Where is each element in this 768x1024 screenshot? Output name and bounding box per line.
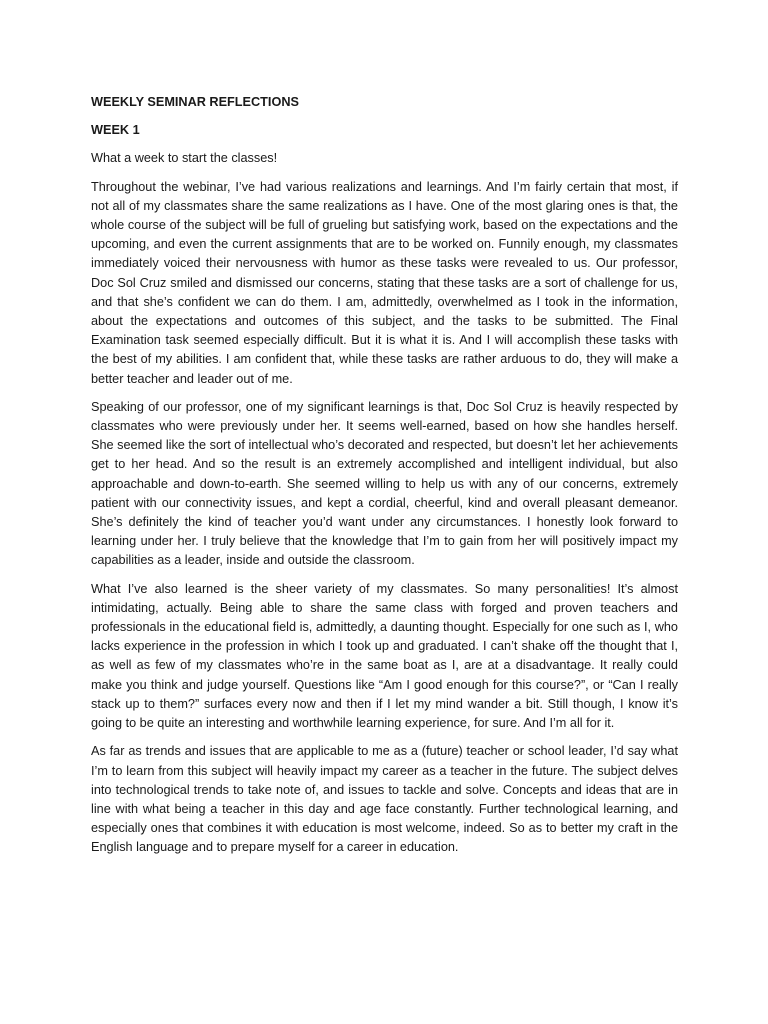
intro-line: What a week to start the classes! [91,151,278,166]
paragraph-professor: Speaking of our professor, one of my significant learnings is that, Doc Sol Cruz is heavily respected by classmates who were previously under her. It seems well-earned, based on how she handles herself. She seemed like the sort of intellectual who’s decorated and respected, but doesn’t let her achievements get to her head. And so the result is an extremely accomplished and intelligent individual, but also approachable and down-to-earth. She seemed willing to help us with any of our concerns, extremely patient with our connectivity issues, and kept a cordial, cheerful, kind and overall pleasant demeanor. She’s definitely the kind of teacher you’d want under any circumstances. I honestly look forward to learning under her. I truly believe that the knowledge that I’m to gain from her will positively impact my capabilities as a leader, inside and outside the classroom. [91,399,678,568]
paragraph-classmates: What I’ve also learned is the sheer variety of my classmates. So many personalities! It’s almost intimidating, actually. Being able to share the same class with forged and proven teachers and professionals in the educational field is, admittedly, a daunting thought. Especially for one such as I, who lacks experience in the profession in which I took up and graduated. I can’t shake off the thought that I, as well as few of my classmates who’re in the same boat as I, are at a disadvantage. It really could make you think and judge yourself. Questions like “Am I good enough for this course?”, or “Can I really stack up to them?” surfaces every now and then if I let my mind wander a bit. Still though, I know it’s going to be quite an interesting and worthwhile learning experience, for sure. And I’m all for it. [91,581,678,731]
week-heading: WEEK 1 [91,123,140,138]
paragraph-realizations: Throughout the webinar, I’ve had various realizations and learnings. And I’m fairly certain that most, if not all of my classmates share the same realizations as I have. One of the most glaring ones is that, the whole course of the subject will be full of grueling but satisfying work, based on the expectations and the upcoming, and even the current assignments that are to be worked on. Funnily enough, my classmates immediately voiced their nervousness with humor as these tasks were revealed to us. Our professor, Doc Sol Cruz smiled and dismissed our concerns, stating that these tasks are a sort of challenge for us, and that she’s confident we can do them. I am, admittedly, overwhelmed as I took in the information, about the expectations and outcomes of this subject, and the tasks to be submitted. The Final Examination task seemed especially difficult. But it is what it is. And I will accomplish these tasks with the best of my abilities. I am confident that, while these tasks are rather arduous to do, they will make a better teacher and leader out of me. [91,179,678,386]
document-page [91,93,678,867]
document-title: WEEKLY SEMINAR REFLECTIONS [91,95,299,109]
paragraph-trends-issues: As far as trends and issues that are applicable to me as a (future) teacher or school leader, I’d say what I’m to learn from this subject will heavily impact my career as a teacher in the future. The subject delves into technological trends to take note of, and issues to tackle and solve. Concepts and ideas that are in line with what being a teacher in this day and age face constantly. Further technological learning, and especially ones that combines it with education is most welcome, indeed. So as to better my craft in the English language and to prepare myself for a career in education. [91,744,678,855]
